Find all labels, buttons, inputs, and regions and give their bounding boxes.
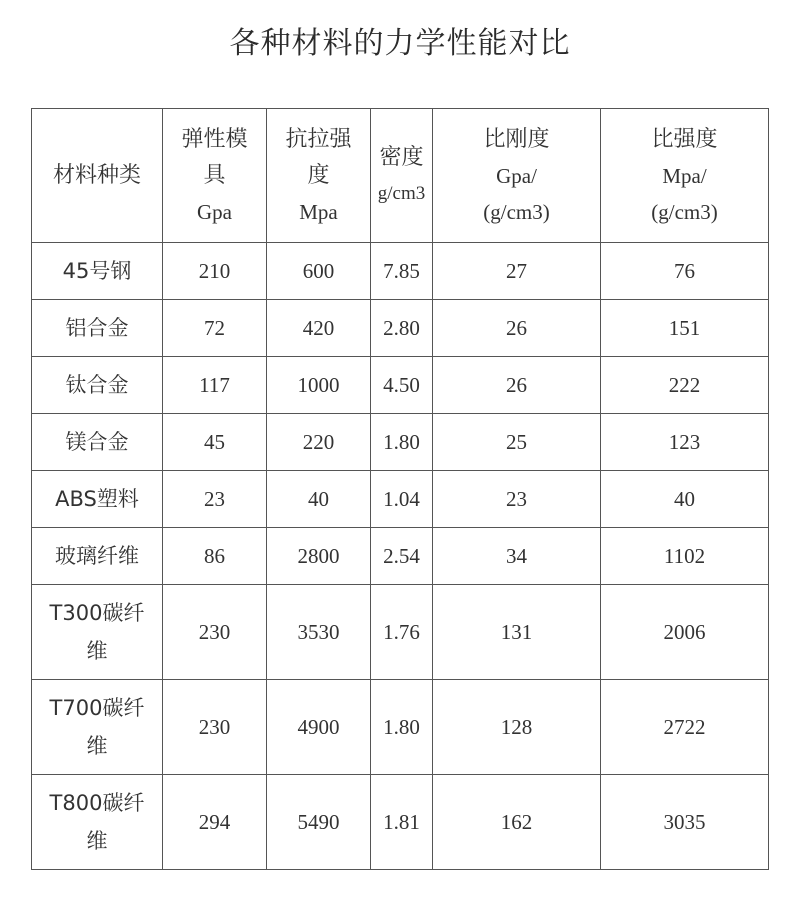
cell-tensile-strength: 5490 — [267, 775, 371, 870]
cell-specific-strength: 3035 — [601, 775, 769, 870]
cell-elastic-modulus: 86 — [163, 528, 267, 585]
material-name-line-1: T300碳纤 — [49, 601, 145, 625]
cell-specific-stiffness: 26 — [433, 300, 601, 357]
table-row — [32, 414, 769, 471]
page-title: 各种材料的力学性能对比 — [229, 26, 571, 61]
cell-specific-strength: 40 — [601, 471, 769, 528]
cell-elastic-modulus: 230 — [163, 585, 267, 680]
cell-material-name — [32, 585, 163, 680]
cell-material-name — [32, 300, 163, 357]
header-density-unit: g/cm3 — [377, 182, 426, 204]
cell-specific-stiffness: 23 — [433, 471, 601, 528]
header-specific-stiffness-unit-2: (g/cm3) — [483, 199, 550, 224]
cell-elastic-modulus: 230 — [163, 680, 267, 775]
cell-density: 1.80 — [371, 680, 433, 775]
table-row — [32, 243, 769, 300]
table-row — [32, 471, 769, 528]
cell-density: 2.54 — [371, 528, 433, 585]
cell-density: 1.80 — [371, 414, 433, 471]
cell-tensile-strength: 4900 — [267, 680, 371, 775]
cell-specific-stiffness: 34 — [433, 528, 601, 585]
cell-specific-stiffness: 131 — [433, 585, 601, 680]
cell-density: 4.50 — [371, 357, 433, 414]
header-tensile-strength-line-2: 度 — [307, 162, 330, 188]
cell-material-name — [32, 528, 163, 585]
cell-specific-strength: 1102 — [601, 528, 769, 585]
header-tensile-strength-unit: Mpa — [299, 199, 338, 224]
cell-tensile-strength: 40 — [267, 471, 371, 528]
cell-elastic-modulus: 23 — [163, 471, 267, 528]
header-elastic-modulus-unit: Gpa — [197, 199, 232, 224]
cell-material-name — [32, 357, 163, 414]
cell-specific-stiffness: 128 — [433, 680, 601, 775]
cell-specific-stiffness: 26 — [433, 357, 601, 414]
cell-density: 1.81 — [371, 775, 433, 870]
table-row — [32, 528, 769, 585]
cell-tensile-strength: 420 — [267, 300, 371, 357]
table-row — [32, 300, 769, 357]
cell-density: 1.04 — [371, 471, 433, 528]
material-name-line: 钛合金 — [65, 373, 129, 397]
cell-tensile-strength: 3530 — [267, 585, 371, 680]
cell-tensile-strength: 2800 — [267, 528, 371, 585]
cell-material-name — [32, 775, 163, 870]
cell-specific-strength: 222 — [601, 357, 769, 414]
cell-specific-stiffness: 162 — [433, 775, 601, 870]
material-name-line-2: 维 — [86, 734, 108, 758]
table-row — [32, 357, 769, 414]
material-name-line-2: 维 — [86, 829, 108, 853]
table-row — [32, 775, 769, 870]
material-name-line: 玻璃纤维 — [55, 544, 139, 568]
header-specific-stiffness-unit-1: Gpa/ — [496, 163, 537, 188]
header-elastic-modulus — [163, 109, 267, 243]
header-tensile-strength-line-1: 抗拉强 — [285, 126, 352, 152]
cell-density: 1.76 — [371, 585, 433, 680]
header-elastic-modulus-line-1: 弹性模 — [181, 126, 248, 152]
material-name-line-2: 维 — [86, 639, 108, 663]
cell-elastic-modulus: 294 — [163, 775, 267, 870]
cell-tensile-strength: 220 — [267, 414, 371, 471]
header-specific-stiffness — [433, 109, 601, 243]
cell-elastic-modulus: 72 — [163, 300, 267, 357]
cell-specific-strength: 123 — [601, 414, 769, 471]
header-tensile-strength — [267, 109, 371, 243]
cell-material-name — [32, 471, 163, 528]
cell-elastic-modulus: 117 — [163, 357, 267, 414]
header-material-type-line: 材料种类 — [52, 162, 141, 188]
cell-specific-strength: 2006 — [601, 585, 769, 680]
header-elastic-modulus-line-2: 具 — [203, 162, 226, 188]
cell-specific-strength: 76 — [601, 243, 769, 300]
table-row — [32, 680, 769, 775]
material-name-line-1: T700碳纤 — [49, 696, 145, 720]
cell-material-name — [32, 414, 163, 471]
cell-elastic-modulus: 210 — [163, 243, 267, 300]
header-material-type — [32, 109, 163, 243]
materials-table — [31, 108, 769, 870]
header-specific-strength-unit-2: (g/cm3) — [651, 199, 718, 224]
cell-elastic-modulus: 45 — [163, 414, 267, 471]
cell-density: 7.85 — [371, 243, 433, 300]
cell-specific-stiffness: 25 — [433, 414, 601, 471]
material-name-line-1: T800碳纤 — [49, 791, 145, 815]
cell-specific-stiffness: 27 — [433, 243, 601, 300]
header-density — [371, 109, 433, 243]
material-name-line: 镁合金 — [65, 430, 129, 454]
cell-material-name — [32, 680, 163, 775]
header-specific-stiffness-line: 比刚度 — [483, 126, 550, 152]
header-specific-strength-line: 比强度 — [651, 126, 718, 152]
material-name-line: 铝合金 — [65, 316, 129, 340]
header-specific-strength-unit-1: Mpa/ — [662, 163, 707, 188]
table-row — [32, 585, 769, 680]
cell-density: 2.80 — [371, 300, 433, 357]
material-name-line: ABS塑料 — [55, 487, 139, 511]
cell-material-name — [32, 243, 163, 300]
material-name-line: 45号钢 — [62, 259, 132, 283]
cell-tensile-strength: 1000 — [267, 357, 371, 414]
cell-tensile-strength: 600 — [267, 243, 371, 300]
header-density-line: 密度 — [379, 144, 424, 170]
cell-specific-strength: 151 — [601, 300, 769, 357]
cell-specific-strength: 2722 — [601, 680, 769, 775]
header-row — [32, 109, 769, 243]
header-specific-strength — [601, 109, 769, 243]
